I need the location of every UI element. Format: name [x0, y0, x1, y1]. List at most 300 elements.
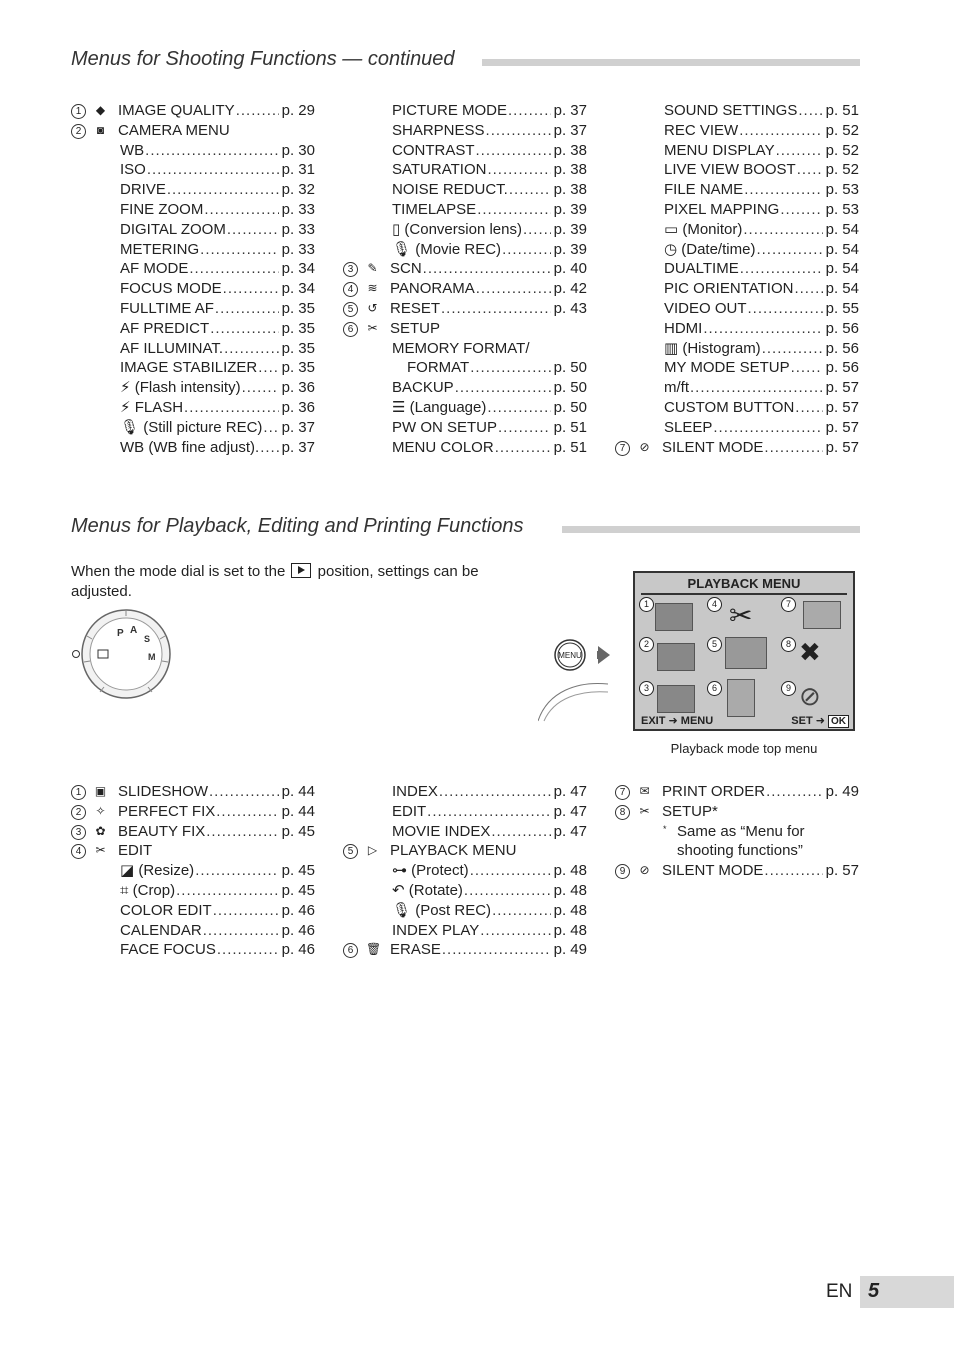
dot-leader: [476, 141, 551, 161]
entry-label-group: [677, 841, 859, 861]
entry-label-group: [120, 901, 315, 921]
entry-name: ◪ (Resize): [120, 862, 195, 880]
dot-leader: [509, 180, 551, 200]
dot-leader: [439, 782, 551, 802]
setup-icon: ✂: [367, 320, 378, 335]
page-reference: p. 53: [825, 181, 859, 199]
menu-entry: [615, 861, 859, 881]
dot-leader: [145, 141, 278, 161]
dot-leader: [743, 220, 822, 240]
entry-name: ERASE: [390, 941, 441, 959]
entry-number: 2: [71, 124, 86, 139]
dot-leader: [464, 881, 551, 901]
entry-label-group: [392, 782, 587, 802]
intro-text-after: position, settings can be adjusted.: [71, 563, 479, 600]
submenu-entry: [615, 418, 859, 438]
entry-name: FILE NAME: [664, 181, 744, 199]
entry-number: 6: [343, 943, 358, 958]
entry-label-group: [120, 259, 315, 279]
submenu-entry: [343, 160, 587, 180]
submenu-entry: [71, 339, 315, 359]
print-order-icon: ✉: [639, 784, 650, 798]
page-reference: p. 54: [825, 280, 859, 298]
entry-name: SETUP: [390, 319, 441, 337]
entry-name: INDEX: [392, 783, 438, 800]
dot-leader: [195, 861, 278, 881]
entry-name: IMAGE QUALITY: [118, 102, 235, 119]
page-reference: p. 37: [281, 418, 315, 436]
beauty-fix-icon: ✿: [95, 823, 106, 838]
erase-icon: 🗑: [366, 942, 382, 957]
submenu-entry: [71, 141, 315, 161]
entry-name: PERFECT FIX: [118, 802, 216, 820]
entry-label-group: [120, 319, 315, 339]
entry-name: 🎙 (Movie REC): [392, 240, 502, 258]
entry-name: shooting functions”: [677, 842, 803, 860]
submenu-entry: [343, 378, 587, 398]
svg-text:S: S: [144, 634, 151, 644]
playback-menu-footer: [641, 714, 849, 727]
entry-number: 1: [71, 785, 86, 800]
entry-number: 3: [343, 262, 358, 277]
entry-name: SLIDESHOW: [118, 783, 209, 800]
entry-name: ↶ (Rotate): [392, 881, 463, 899]
entry-name: SATURATION: [392, 161, 487, 179]
entry-label-group: [390, 299, 587, 319]
submenu-entry: [615, 299, 859, 319]
page-reference: p. 52: [825, 121, 859, 139]
menu-cell-9: 9: [781, 681, 796, 696]
page-reference: p. 57: [825, 862, 859, 880]
entry-label-group: [664, 358, 859, 378]
dot-leader: [492, 901, 551, 921]
entry-name: COLOR EDIT: [120, 901, 212, 919]
entry-label-group: [120, 861, 315, 881]
submenu-entry: [615, 200, 859, 220]
page-reference: p. 45: [281, 862, 315, 880]
menu-entry: [71, 841, 315, 861]
entry-number: 6: [343, 322, 358, 337]
dot-leader: [236, 101, 279, 121]
dot-leader: [690, 378, 823, 398]
dot-leader: [455, 378, 551, 398]
entry-name: BEAUTY FIX: [118, 822, 206, 840]
entry-name: 🎙 (Post REC): [392, 901, 492, 919]
page-reference: p. 56: [825, 339, 859, 357]
dot-leader: [217, 940, 279, 960]
entry-label-group: [120, 418, 315, 438]
page-reference: p. 42: [553, 280, 587, 298]
entry-name: ▭ (Monitor): [664, 220, 743, 238]
slideshow-thumb-icon: [655, 603, 693, 631]
silent-mode-icon: ⊘: [639, 863, 650, 878]
submenu-entry: [71, 200, 315, 220]
play-mode-icon: [291, 563, 311, 578]
menu-cell-5: 5: [707, 637, 722, 652]
submenu-entry: [343, 358, 587, 378]
shooting-column-2: [343, 101, 587, 457]
entry-name: ▯ (Conversion lens): [392, 220, 522, 238]
page-reference: p. 57: [825, 398, 859, 416]
tools-icon: ✖: [799, 637, 821, 667]
silent-mode-icon: ⊘: [639, 439, 650, 454]
dot-leader: [203, 921, 279, 941]
entry-name: PLAYBACK MENU: [390, 842, 517, 860]
page-reference: p. 44: [281, 802, 315, 820]
section-title-shooting: Menus for Shooting Functions — continued: [71, 48, 455, 70]
play-thumb-icon: [725, 637, 767, 669]
submenu-entry: [71, 358, 315, 378]
entry-label-group: [392, 101, 587, 121]
entry-name: FORMAT: [407, 359, 470, 377]
menu-button-illustration: [538, 636, 618, 726]
menu-entry: [71, 121, 315, 141]
menu-cell-7: 7: [781, 597, 796, 612]
submenu-entry: [615, 101, 859, 121]
submenu-entry: [71, 299, 315, 319]
page-reference: p. 47: [553, 822, 587, 840]
page-reference: p. 43: [553, 299, 587, 317]
page-reference: p. 45: [281, 822, 315, 840]
page-reference: p. 33: [281, 220, 315, 238]
entry-name: MENU COLOR: [392, 438, 494, 456]
dot-leader: [184, 398, 279, 418]
submenu-entry: [343, 782, 587, 802]
entry-label-group: [390, 940, 587, 960]
entry-name: CUSTOM BUTTON: [664, 398, 795, 416]
dot-leader: [470, 358, 550, 378]
submenu-entry: [71, 921, 315, 941]
entry-name: FACE FOCUS: [120, 941, 216, 959]
dot-leader: [427, 802, 550, 822]
entry-label-group: [392, 822, 587, 842]
title-rule: [562, 526, 860, 533]
entry-label-group: [120, 438, 315, 458]
entry-label-group: [662, 782, 859, 802]
page-reference: p. 39: [553, 220, 587, 238]
page-reference: p. 47: [553, 802, 587, 820]
dot-leader: [423, 259, 551, 279]
page-reference: p. 48: [553, 901, 587, 919]
dot-leader: [487, 398, 550, 418]
page-reference: p. 35: [281, 359, 315, 377]
dot-leader: [470, 861, 551, 881]
svg-text:P: P: [117, 628, 124, 639]
dot-leader: [776, 141, 823, 161]
page-reference: p. 54: [825, 240, 859, 258]
menu-entry: [343, 259, 587, 279]
page-reference: p. 57: [825, 379, 859, 397]
submenu-entry: [615, 398, 859, 418]
entry-label-group: [664, 418, 859, 438]
dot-leader: [189, 259, 278, 279]
page-reference: p. 40: [553, 260, 587, 278]
entry-label-group: [392, 921, 587, 941]
dot-leader: [260, 438, 278, 458]
entry-name: DUALTIME: [664, 260, 739, 278]
entry-name: METERING: [120, 240, 200, 258]
figure-caption: Playback mode top menu: [670, 741, 818, 756]
entry-name: FULLTIME AF: [120, 299, 214, 317]
entry-label-group: [390, 841, 587, 861]
entry-name: ⚡ (Flash intensity): [120, 379, 241, 397]
page-reference: p. 36: [281, 379, 315, 397]
submenu-entry: [343, 121, 587, 141]
entry-label-group: [118, 841, 315, 861]
dot-leader: [213, 901, 279, 921]
menu-cell-3: 3: [639, 681, 654, 696]
entry-number: 8: [615, 805, 630, 820]
entry-name: ISO: [120, 161, 146, 179]
submenu-entry: [615, 180, 859, 200]
page-reference: p. 52: [825, 141, 859, 159]
page-reference: p. 46: [281, 921, 315, 939]
entry-name: MY MODE SETUP: [664, 359, 790, 377]
section-title-playback: Menus for Playback, Editing and Printing Functions: [71, 515, 524, 537]
submenu-entry: [615, 841, 859, 861]
entry-label-group: [664, 141, 859, 161]
page-reference: p. 55: [825, 299, 859, 317]
entry-label-group: [664, 220, 859, 240]
set-hint: [791, 714, 849, 727]
entry-name: REC VIEW: [664, 121, 739, 139]
entry-label-group: [118, 101, 315, 121]
dot-leader: [762, 339, 823, 359]
entry-label-group: [120, 358, 315, 378]
entry-number: 5: [343, 302, 358, 317]
dot-leader: [487, 160, 550, 180]
entry-label-group: [118, 121, 315, 141]
submenu-entry: [71, 319, 315, 339]
scene-icon: ✎: [367, 261, 378, 276]
page-reference: p. 34: [281, 280, 315, 298]
page-reference: p. 56: [825, 359, 859, 377]
submenu-entry: [615, 339, 859, 359]
edit-icon: ✂: [95, 843, 106, 858]
entry-name: MOVIE INDEX: [392, 822, 491, 840]
entry-name: EDIT: [118, 842, 153, 860]
page-reference: p. 35: [281, 339, 315, 357]
entry-label-group: [677, 822, 859, 842]
entry-name: ⌗ (Crop): [120, 881, 176, 899]
svg-text:M: M: [148, 652, 156, 662]
printer-icon: [803, 601, 841, 629]
submenu-entry: [71, 940, 315, 960]
entry-label-group: [120, 141, 315, 161]
page-reference: p. 50: [553, 379, 587, 397]
entry-name: SCN: [390, 260, 422, 278]
entry-name: SOUND SETTINGS: [664, 102, 798, 119]
submenu-entry: [343, 101, 587, 121]
entry-name: DRIVE: [120, 181, 166, 199]
dot-leader: [764, 438, 822, 458]
menu-entry: [343, 279, 587, 299]
page-reference: p. 31: [281, 161, 315, 179]
submenu-entry: [343, 822, 587, 842]
dot-leader: [476, 279, 551, 299]
dot-leader: [176, 881, 279, 901]
page-reference: p. 29: [281, 102, 315, 119]
dot-leader: [523, 220, 551, 240]
page-reference: p. 38: [553, 161, 587, 179]
entry-label-group: [392, 200, 587, 220]
submenu-entry: [71, 259, 315, 279]
entry-label-group: [392, 180, 587, 200]
entry-label-group: [120, 160, 315, 180]
svg-text:A: A: [130, 625, 138, 636]
dot-leader: [748, 299, 823, 319]
playback-menu-icon: ▷: [367, 843, 378, 858]
entry-label-group: [120, 299, 315, 319]
entry-name: 🎙 (Still picture REC): [120, 418, 263, 436]
entry-name: NOISE REDUCT.: [392, 181, 508, 199]
page-reference: p. 39: [553, 200, 587, 218]
entry-label-group: [392, 418, 587, 438]
page-reference: p. 33: [281, 240, 315, 258]
entry-name: RESET: [390, 299, 441, 317]
submenu-entry: [71, 861, 315, 881]
dot-leader: [200, 240, 278, 260]
entry-label-group: [118, 802, 315, 822]
set-label: SET ➜: [791, 715, 825, 727]
page-reference: p. 50: [553, 398, 587, 416]
page-reference: p. 52: [825, 161, 859, 179]
entry-name: DIGITAL ZOOM: [120, 220, 226, 238]
page-reference: p. 49: [553, 941, 587, 959]
submenu-entry: [343, 438, 587, 458]
entry-number: 1: [71, 104, 86, 119]
submenu-entry: [71, 279, 315, 299]
submenu-entry: [343, 200, 587, 220]
dot-leader: [491, 822, 550, 842]
entry-label-group: [664, 299, 859, 319]
entry-name: SLEEP: [664, 418, 713, 436]
entry-name: CONTRAST: [392, 141, 475, 159]
page-reference: p. 51: [553, 418, 587, 436]
entry-number: 7: [615, 441, 630, 456]
entry-name: SILENT MODE: [662, 438, 764, 456]
menu-entry: [71, 782, 315, 802]
dot-leader: [442, 940, 551, 960]
dot-leader: [798, 101, 822, 121]
entry-label-group: [390, 279, 587, 299]
menu-entry: [71, 822, 315, 842]
entry-name: CAMERA MENU: [118, 121, 230, 139]
entry-label-group: [120, 240, 315, 260]
entry-name: TIMELAPSE: [392, 200, 477, 218]
submenu-entry: [71, 901, 315, 921]
entry-label-group: [120, 339, 315, 359]
entry-label-group: [120, 279, 315, 299]
entry-label-group: [662, 802, 859, 822]
menu-entry: [71, 802, 315, 822]
entry-name: PANORAMA: [390, 280, 475, 298]
dot-leader: [713, 418, 822, 438]
dot-leader: [477, 200, 550, 220]
menu-entry: [343, 940, 587, 960]
page-reference: p. 48: [553, 921, 587, 939]
menu-entry: [343, 299, 587, 319]
dot-leader: [216, 802, 278, 822]
submenu-entry: [71, 160, 315, 180]
entry-name: SETUP*: [662, 802, 718, 820]
dot-leader: [242, 378, 279, 398]
entry-name: FOCUS MODE: [120, 280, 222, 298]
submenu-entry: [615, 378, 859, 398]
entry-name: PIC ORIENTATION: [664, 280, 794, 298]
dot-leader: [795, 398, 822, 418]
entry-name: MENU DISPLAY: [664, 141, 775, 159]
entry-name: SILENT MODE: [662, 862, 764, 880]
scissors-icon: ✂: [729, 600, 753, 631]
entry-label-group: [664, 121, 859, 141]
submenu-entry: [343, 802, 587, 822]
menu-cell-1: 1: [639, 597, 654, 612]
submenu-entry: [343, 881, 587, 901]
entry-label-group: [120, 180, 315, 200]
entry-name: LIVE VIEW BOOST: [664, 161, 796, 179]
menu-entry: [343, 319, 587, 339]
panorama-icon: ≋: [367, 281, 378, 296]
entry-number: 2: [71, 805, 86, 820]
playback-column-2: [343, 782, 587, 960]
perfect-fix-icon: ✧: [95, 803, 106, 818]
dot-leader: [486, 121, 551, 141]
submenu-entry: [615, 358, 859, 378]
page-reference: p. 37: [553, 102, 587, 119]
submenu-entry: [343, 921, 587, 941]
entry-number: 3: [71, 825, 86, 840]
entry-label-group: [120, 398, 315, 418]
language-label: EN: [826, 1281, 853, 1302]
page-reference: p. 37: [553, 121, 587, 139]
dot-leader: [780, 200, 822, 220]
entry-label-group: [664, 101, 859, 121]
menu-entry: [615, 802, 859, 822]
page-reference: p. 51: [825, 102, 859, 119]
entry-label-group: [664, 160, 859, 180]
submenu-entry: [615, 240, 859, 260]
page-reference: p. 48: [553, 862, 587, 880]
submenu-entry: [343, 339, 587, 359]
entry-label-group: [392, 881, 587, 901]
submenu-entry: [71, 378, 315, 398]
entry-name: PW ON SETUP: [392, 418, 498, 436]
dot-leader: [223, 279, 279, 299]
entry-label-group: [390, 319, 587, 339]
entry-name: ▥ (Histogram): [664, 339, 761, 357]
entry-label-group: [392, 901, 587, 921]
page-reference: p. 45: [281, 881, 315, 899]
submenu-entry: [71, 398, 315, 418]
ok-label: OK: [828, 715, 849, 728]
slideshow-icon: ▣: [94, 784, 107, 798]
entry-label-group: [664, 279, 859, 299]
page-reference: p. 53: [825, 200, 859, 218]
entry-name: ☰ (Language): [392, 398, 487, 416]
submenu-entry: [71, 881, 315, 901]
entry-name: Same as “Menu for: [677, 822, 805, 840]
entry-name: ⚡ FLASH: [120, 398, 184, 416]
silent-mode-icon: ⊘: [799, 681, 821, 711]
playback-menu-title: PLAYBACK MENU: [641, 573, 847, 595]
entry-label-group: [664, 180, 859, 200]
entry-number: 4: [343, 282, 358, 297]
entry-number: 7: [615, 785, 630, 800]
entry-label-group: [392, 861, 587, 881]
submenu-entry: [71, 220, 315, 240]
entry-name: SHARPNESS: [392, 121, 485, 139]
